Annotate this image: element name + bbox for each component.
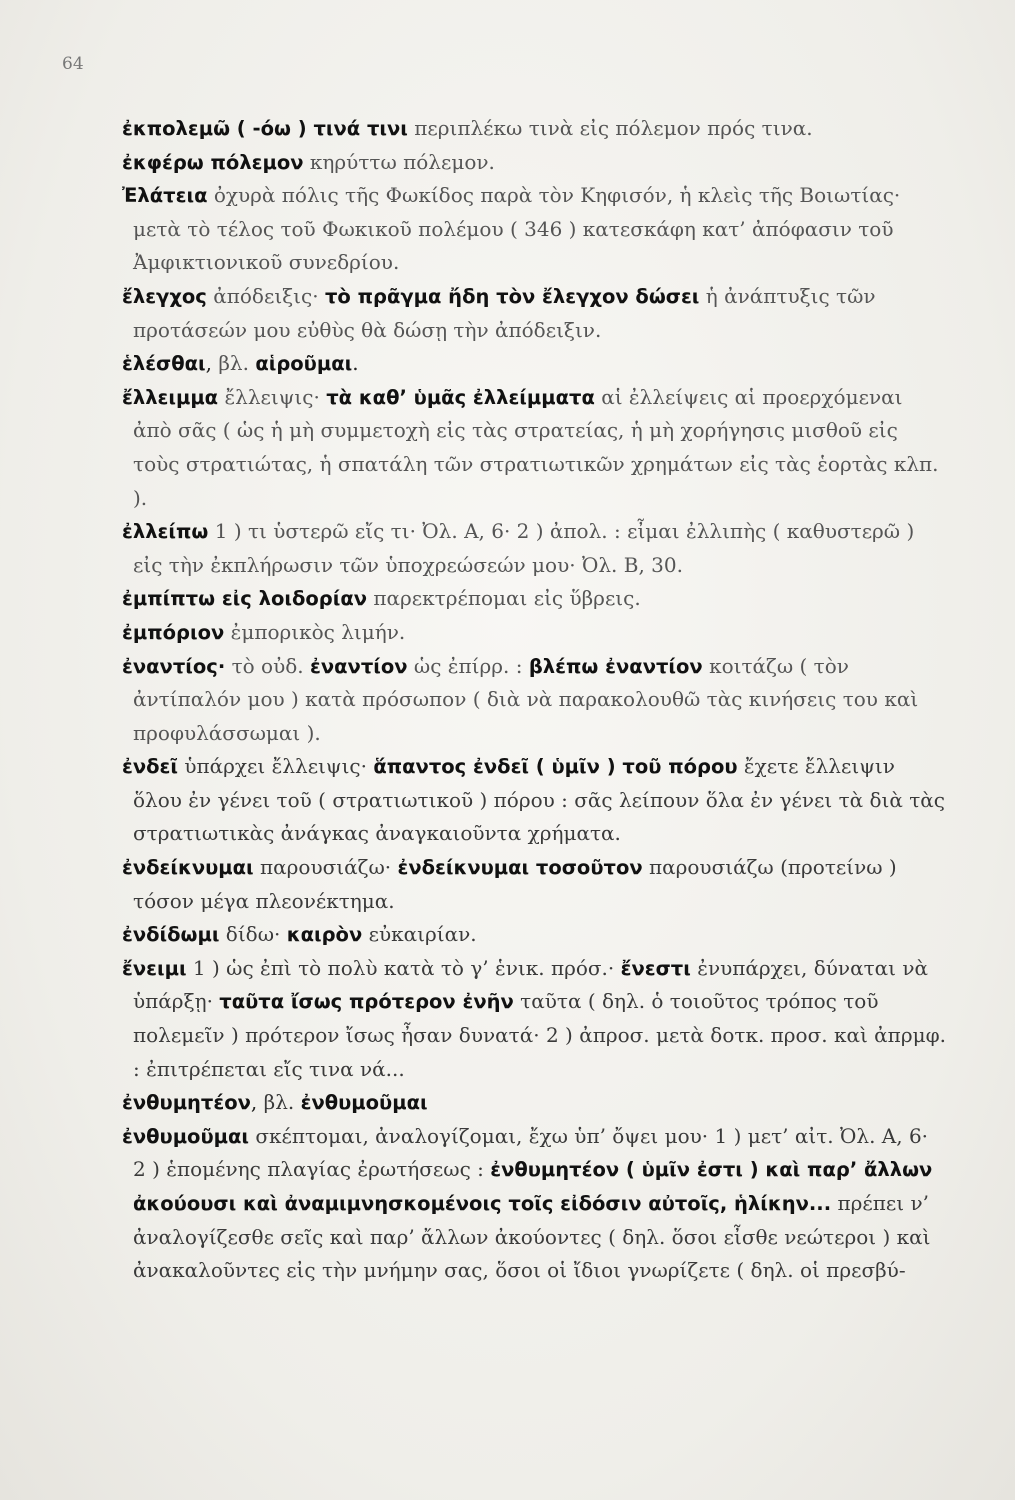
dictionary-entry: ἐνδίδωμι δίδω· καιρὸν εὐκαιρίαν. — [122, 922, 477, 947]
dictionary-entry: ἔνειμι 1 ) ὡς ἐπὶ τὸ πολὺ κατὰ τὸ γ’ ἑνικ. πρόσ.· ἔνεστι ἐνυπάρχει, δύναται νὰ ὑπάρξῃ· ταῦτα ἴσως πρότερον ἐνῆν ταῦτα ( δηλ. ὁ τοιοῦτος τρόπος τοῦ πολεμεῖν ) πρότερον ἴσως ἦσαν δυνατά· 2 ) ἀπροσ. μετὰ δοτκ. προσ. καὶ ἀπρμφ. : ἐπιτρέπεται εἴς τινα νά... — [122, 955, 946, 1081]
entries-list — [122, 112, 947, 1288]
dictionary-entry: ἐνδεῖ ὑπάρχει ἔλλειψις· ἅπαντος ἐνδεῖ ( ὑμῖν ) τοῦ πόρου ἔχετε ἔλλειψιν ὅλου ἐν γένει τοῦ ( στρατιωτικοῦ ) πόρου : σᾶς λείπουν ὅλα ἐν γένει τὰ διὰ τὰς στρατιωτικὰς ἀνάγκας ἀναγκαιοῦντα χρήματα. — [122, 754, 946, 846]
dictionary-entry: ἑλέσθαι, βλ. αἱροῦμαι. — [122, 351, 359, 376]
dictionary-entry: ἐλλείπω 1 ) τι ὑστερῶ εἴς τι· Ὀλ. Α, 6· 2 ) ἀπολ. : εἶμαι ἐλλιπὴς ( καθυστερῶ ) εἰς τὴν ἐκπλήρωσιν τῶν ὑποχρεώσεών μου· Ὀλ. Β, 30. — [122, 519, 915, 577]
dictionary-entry: ἐκφέρω πόλεμον κηρύττω πόλεμον. — [122, 149, 495, 174]
dictionary-entry: ἐνθυμοῦμαι σκέπτομαι, ἀναλογίζομαι, ἔχω ὑπ’ ὄψει μου· 1 ) μετ’ αἰτ. Ὀλ. Α, 6· 2 ) ἑπομένης πλαγίας ἐρωτήσεως : ἐνθυμητέον ( ὑμῖν ἐστι ) καὶ παρ’ ἄλλων ἀκούουσι καὶ ἀναμιμνησκομένοις τοῖς εἰδόσιν αὐτοῖς, ἡλίκην... πρέπει ν’ ἀναλογίζεσθε σεῖς καὶ παρ’ ἄλλων ἀκούοντες ( δηλ. ὅσοι εἶσθε νεώτεροι ) καὶ ἀνακαλοῦντες εἰς τὴν μνήμην σας, ὅσοι οἱ ἴδιοι γνωρίζετε ( δηλ. οἱ πρεσβύ- — [122, 1123, 933, 1283]
dictionary-entry: ἐνδείκνυμαι παρουσιάζω· ἐνδείκνυμαι τοσοῦτον παρουσιάζω (προτείνω ) τόσον μέγα πλεονέκτημα. — [122, 855, 897, 913]
dictionary-entry: ἐκπολεμῶ ( -όω ) τινά τινι περιπλέκω τινὰ εἰς πόλεμον πρός τινα. — [122, 116, 813, 140]
dictionary-entry: ἐμπίπτω εἰς λοιδορίαν παρεκτρέπομαι εἰς ὕβρεις. — [122, 586, 641, 611]
dictionary-entry: ἐμπόριον ἐμπορικὸς λιμήν. — [122, 619, 406, 644]
dictionary-entry: ἔλλειμμα ἔλλειψις· τὰ καθ’ ὑμᾶς ἐλλείμματα αἱ ἐλλείψεις αἱ προερχόμεναι ἀπὸ σᾶς ( ὡς ἡ μὴ συμμετοχὴ εἰς τὰς στρατείας, ἡ μὴ χορήγησις μισθοῦ εἰς τοὺς στρατιώτας, ἡ σπατάλη τῶν στρατιωτικῶν χρημάτων εἰς τὰς ἑορτὰς κλπ. ). — [122, 384, 939, 510]
dictionary-entry: Ἐλάτεια ὀχυρὰ πόλις τῆς Φωκίδος παρὰ τὸν Κηφισόν, ἡ κλεὶς τῆς Βοιωτίας· μετὰ τὸ τέλος τοῦ Φωκικοῦ πολέμου ( 346 ) κατεσκάφη κατ’ ἀπόφασιν τοῦ Ἀμφικτιονικοῦ συνεδρίου. — [122, 183, 901, 275]
dictionary-entry: ἐναντίος· τὸ οὐδ. ἐναντίον ὡς ἐπίρρ. : βλέπω ἐναντίον κοιτάζω ( τὸν ἀντίπαλόν μου ) κατὰ πρόσωπον ( διὰ νὰ παρακολουθῶ τὰς κινήσεις του καὶ προφυλάσσωμαι ). — [122, 653, 919, 745]
dictionary-entry: ἔλεγχος ἀπόδειξις· τὸ πρᾶγμα ἤδη τὸν ἔλεγχον δώσει ἡ ἀνάπτυξις τῶν προτάσεών μου εὐθὺς θὰ δώσῃ τὴν ἀπόδειξιν. — [122, 283, 876, 342]
page-number: 64 — [62, 54, 84, 74]
dictionary-entry: ἐνθυμητέον, βλ. ἐνθυμοῦμαι — [122, 1090, 428, 1115]
